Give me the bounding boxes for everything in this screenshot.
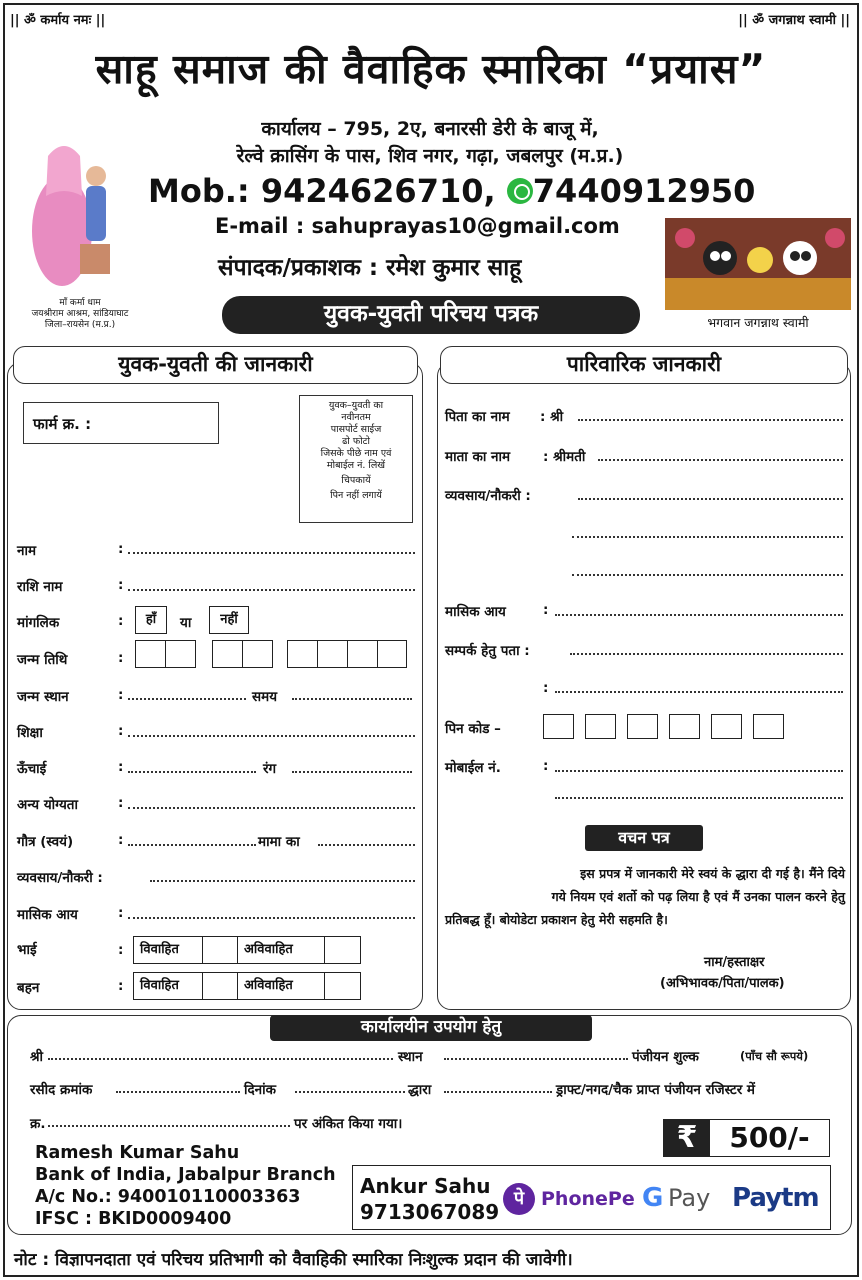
colon: : [118, 759, 124, 775]
photo-note-8: पिन नहीं लगायें [330, 490, 382, 501]
dob-month-2[interactable] [242, 640, 273, 668]
guardian-label: (अभिभावक/पिता/पालक) [660, 976, 785, 991]
education-field[interactable] [128, 735, 415, 737]
rashi-label: राशि नाम [17, 579, 63, 595]
mobile-label: Mob.: 9424626710, [148, 172, 496, 210]
dob-day-1[interactable] [135, 640, 166, 668]
rupee-icon: ₹ [664, 1120, 710, 1156]
colon: : [118, 942, 124, 958]
colon: : [543, 680, 549, 696]
paytm-icon: Paytm [732, 1183, 819, 1213]
page-title: साहू समाज की वैवाहिक स्मारिका “प्रयास” [95, 45, 767, 93]
receipt-label: रसीद क्रमांक [30, 1082, 93, 1098]
pincode-digit-4[interactable] [669, 714, 700, 739]
gotra-label: गौत्र (स्वयं) [17, 834, 74, 850]
dob-year-2[interactable] [317, 640, 348, 668]
sister-married-label: विवाहित [133, 972, 203, 1000]
amount-box [663, 1119, 830, 1157]
gpay-label: Pay [668, 1184, 711, 1212]
photo-note-7: चिपकायें [341, 475, 371, 486]
date-field[interactable] [295, 1091, 405, 1093]
mama-label: मामा का [258, 834, 300, 850]
brother-married-label: विवाहित [133, 936, 203, 964]
left-motto: || ॐ कर्माय नमः || [10, 13, 106, 28]
family-occupation-label: व्यवसाय/नौकरी : [445, 488, 531, 504]
photo-note-1: युवक–युवती का [328, 400, 384, 411]
registration-fee-label: पंजीयन शुल्क [632, 1049, 699, 1065]
education-label: शिक्षा [17, 725, 43, 741]
office-name-field[interactable] [48, 1058, 393, 1060]
sister-married-count[interactable] [202, 972, 238, 1000]
other-qualification-label: अन्य योग्यता [17, 797, 78, 813]
birthplace-label: जन्म स्थान [17, 689, 69, 705]
photo-note-6: मोबाईल नं. लिखें [326, 460, 386, 471]
account-number: A/c No.: 940010110003363 [35, 1187, 301, 1207]
by-label: द्धारा [408, 1082, 432, 1098]
brother-unmarried-label: अविवाहित [237, 936, 325, 964]
photo-note-4: ढो फोटो [342, 436, 370, 447]
height-field[interactable] [128, 771, 256, 773]
brother-label: भाई [17, 942, 37, 958]
upi-name: Ankur Sahu [360, 1174, 491, 1198]
color-field[interactable] [292, 771, 412, 773]
pincode-label: पिन कोड – [445, 721, 501, 737]
pincode-digit-6[interactable] [753, 714, 784, 739]
photo-note-3: पासपोर्ट साईज [330, 424, 382, 435]
bank-account-name: Ramesh Kumar Sahu [35, 1143, 240, 1163]
office-shri-label: श्री [30, 1049, 44, 1065]
office-use-heading: कार्यालयीन उपयोग हेतु [270, 1015, 592, 1041]
colon: : [118, 905, 124, 921]
address-line-2: रेल्वे क्रासिंग के पास, शिव नगर, गढ़ा, जबलपुर (म.प्र.) [236, 145, 624, 167]
mother-prefix: : श्रीमती [543, 449, 586, 465]
colon: : [118, 978, 124, 994]
left-caption-2: जयश्रीराम आश्रम, सांडियाघाट [31, 309, 129, 319]
upi-details [360, 1173, 499, 1225]
birthplace-field[interactable] [128, 698, 246, 700]
contact-address-field-1[interactable] [570, 653, 843, 655]
pledge-text [445, 862, 845, 931]
by-field[interactable] [444, 1091, 552, 1093]
left-caption [20, 298, 140, 331]
father-field[interactable] [578, 419, 843, 421]
height-label: ऊँचाई [17, 761, 47, 777]
serial-field[interactable] [48, 1125, 290, 1127]
dob-label: जन्म तिथि [17, 652, 68, 668]
other-qualification-field[interactable] [128, 807, 415, 809]
dob-year-3[interactable] [347, 640, 378, 668]
personal-info-heading: युवक-युवती की जानकारी [13, 346, 418, 384]
colon: : [118, 613, 124, 629]
family-occupation-field-2[interactable] [572, 536, 843, 538]
dob-year-4[interactable] [377, 640, 407, 668]
footer-note: नोट : विज्ञापनदाता एवं परिचय प्रतिभागी को वैवाहिकी स्मारिका निःशुल्क प्रदान की जावेगी। [14, 1250, 573, 1270]
address-line-1: कार्यालय – 795, 2ए, बनारसी डेरी के बाजू में, [261, 118, 599, 140]
income-label: मासिक आय [17, 907, 78, 923]
mobile-number [148, 172, 755, 210]
draft-label: ड्राफ्ट/नगद/चैक प्राप्त पंजीयन रजिस्टर में [556, 1082, 756, 1098]
office-place-field[interactable] [444, 1058, 628, 1060]
manglik-yes-checkbox[interactable]: हाँ [135, 606, 167, 634]
colon: : [118, 541, 124, 557]
mother-label: माता का नाम [445, 449, 511, 465]
manglik-label: मांगलिक [17, 615, 60, 631]
pincode-digit-1[interactable] [543, 714, 574, 739]
name-label: नाम [17, 543, 37, 559]
brother-married-count[interactable] [202, 936, 238, 964]
photo-note-5: जिसके पीछे नाम एवं [320, 448, 392, 459]
form-number-label: फार्म क्र. : [33, 415, 92, 433]
mobile-label: मोबाईल नं. [445, 760, 501, 776]
pledge-line-3: प्रतिबद्ध हूँ। बोयोडेटा प्रकाशन हेतु मेरी सहमति है। [445, 912, 668, 927]
pledge-title: वचन पत्र [585, 825, 703, 851]
colon: : [118, 723, 124, 739]
date-label: दिनांक [244, 1082, 277, 1098]
family-income-label: मासिक आय [445, 604, 506, 620]
email: E-mail : sahuprayas10@gmail.com [215, 214, 620, 238]
sister-label: बहन [17, 980, 40, 996]
colon: : [543, 758, 549, 774]
pledge-line-2: गये नियम एवं शर्तो को पढ़ लिया है एवं मैं उनका पालन करने हेतु [551, 889, 845, 904]
receipt-field[interactable] [116, 1091, 240, 1093]
photo-box[interactable] [299, 395, 413, 523]
colon: : [118, 577, 124, 593]
pincode-digit-3[interactable] [627, 714, 658, 739]
pincode-digit-2[interactable] [585, 714, 616, 739]
family-info-heading: पारिवारिक जानकारी [440, 346, 848, 384]
ifsc-code: IFSC : BKID0009400 [35, 1209, 232, 1229]
income-field[interactable] [128, 917, 415, 919]
manglik-or: या [180, 615, 192, 631]
colon: : [543, 602, 549, 618]
signature-label: नाम/हस्ताक्षर [704, 955, 765, 970]
phonepe-icon: पे [503, 1183, 535, 1215]
sister-unmarried-count[interactable] [324, 972, 361, 1000]
bank-branch: Bank of India, Jabalpur Branch [35, 1165, 336, 1185]
phonepe-label: PhonePe [541, 1188, 635, 1210]
left-caption-1: माँ कर्मा धाम [59, 298, 101, 308]
fee-in-words: (पाँच सौ रूपये) [740, 1049, 809, 1063]
occupation-label: व्यवसाय/नौकरी : [17, 870, 103, 886]
amount: 500/- [729, 1121, 810, 1154]
brother-unmarried-count[interactable] [324, 936, 361, 964]
contact-address-field-2[interactable] [555, 691, 843, 693]
time-label: समय [252, 689, 278, 705]
contact-address-label: सम्पर्क हेतु पता : [445, 643, 530, 659]
right-motto: || ॐ जगन्नाथ स्वामी || [738, 13, 850, 28]
father-prefix: : श्री [540, 409, 564, 425]
family-occupation-field-1[interactable] [578, 498, 843, 500]
gpay-icon: G [642, 1183, 664, 1213]
colon: : [118, 687, 124, 703]
family-income-field[interactable] [555, 614, 843, 616]
jagannath-photo [665, 218, 851, 310]
rashi-field[interactable] [128, 589, 415, 591]
serial-label: क्र. [30, 1116, 46, 1132]
family-mobile-field-1[interactable] [555, 770, 843, 772]
sister-unmarried-label: अविवाहित [237, 972, 325, 1000]
left-caption-3: जिला–रायसेन (म.प्र.) [44, 320, 116, 330]
dob-day-2[interactable] [165, 640, 196, 668]
pledge-line-1: इस प्रपत्र में जानकारी मेरे स्वयं के द्धारा दी गई है। मैंने दिये [580, 866, 845, 881]
colon: : [118, 832, 124, 848]
occupation-field[interactable] [150, 880, 415, 882]
form-title: युवक-युवती परिचय पत्रक [222, 296, 640, 334]
dob-year-1[interactable] [287, 640, 318, 668]
colon: : [118, 795, 124, 811]
family-occupation-field-3[interactable] [572, 574, 843, 576]
upi-number: 9713067089 [360, 1200, 500, 1224]
colon: : [118, 650, 124, 666]
right-caption: भगवान जगन्नाथ स्वामी [707, 315, 809, 330]
father-label: पिता का नाम [445, 409, 510, 425]
whatsapp-icon [507, 178, 533, 204]
name-field[interactable] [128, 552, 415, 554]
editor: संपादक/प्रकाशक : रमेश कुमार साहू [218, 255, 522, 281]
manglik-no-checkbox[interactable]: नहीं [209, 606, 249, 634]
family-mobile-field-2[interactable] [555, 797, 843, 799]
karma-mata-photo [20, 136, 116, 294]
recorded-label: पर अंकित किया गया। [294, 1116, 403, 1132]
color-label: रंग [263, 761, 277, 777]
pincode-digit-5[interactable] [711, 714, 742, 739]
mama-field[interactable] [318, 844, 415, 846]
photo-note-2: नवीनतम [341, 412, 371, 423]
gotra-field[interactable] [128, 844, 256, 846]
mother-field[interactable] [598, 459, 843, 461]
bank-details [35, 1142, 336, 1230]
office-place-label: स्थान [398, 1049, 423, 1065]
dob-month-1[interactable] [212, 640, 243, 668]
time-field[interactable] [292, 698, 412, 700]
whatsapp-number: 7440912950 [532, 172, 756, 210]
